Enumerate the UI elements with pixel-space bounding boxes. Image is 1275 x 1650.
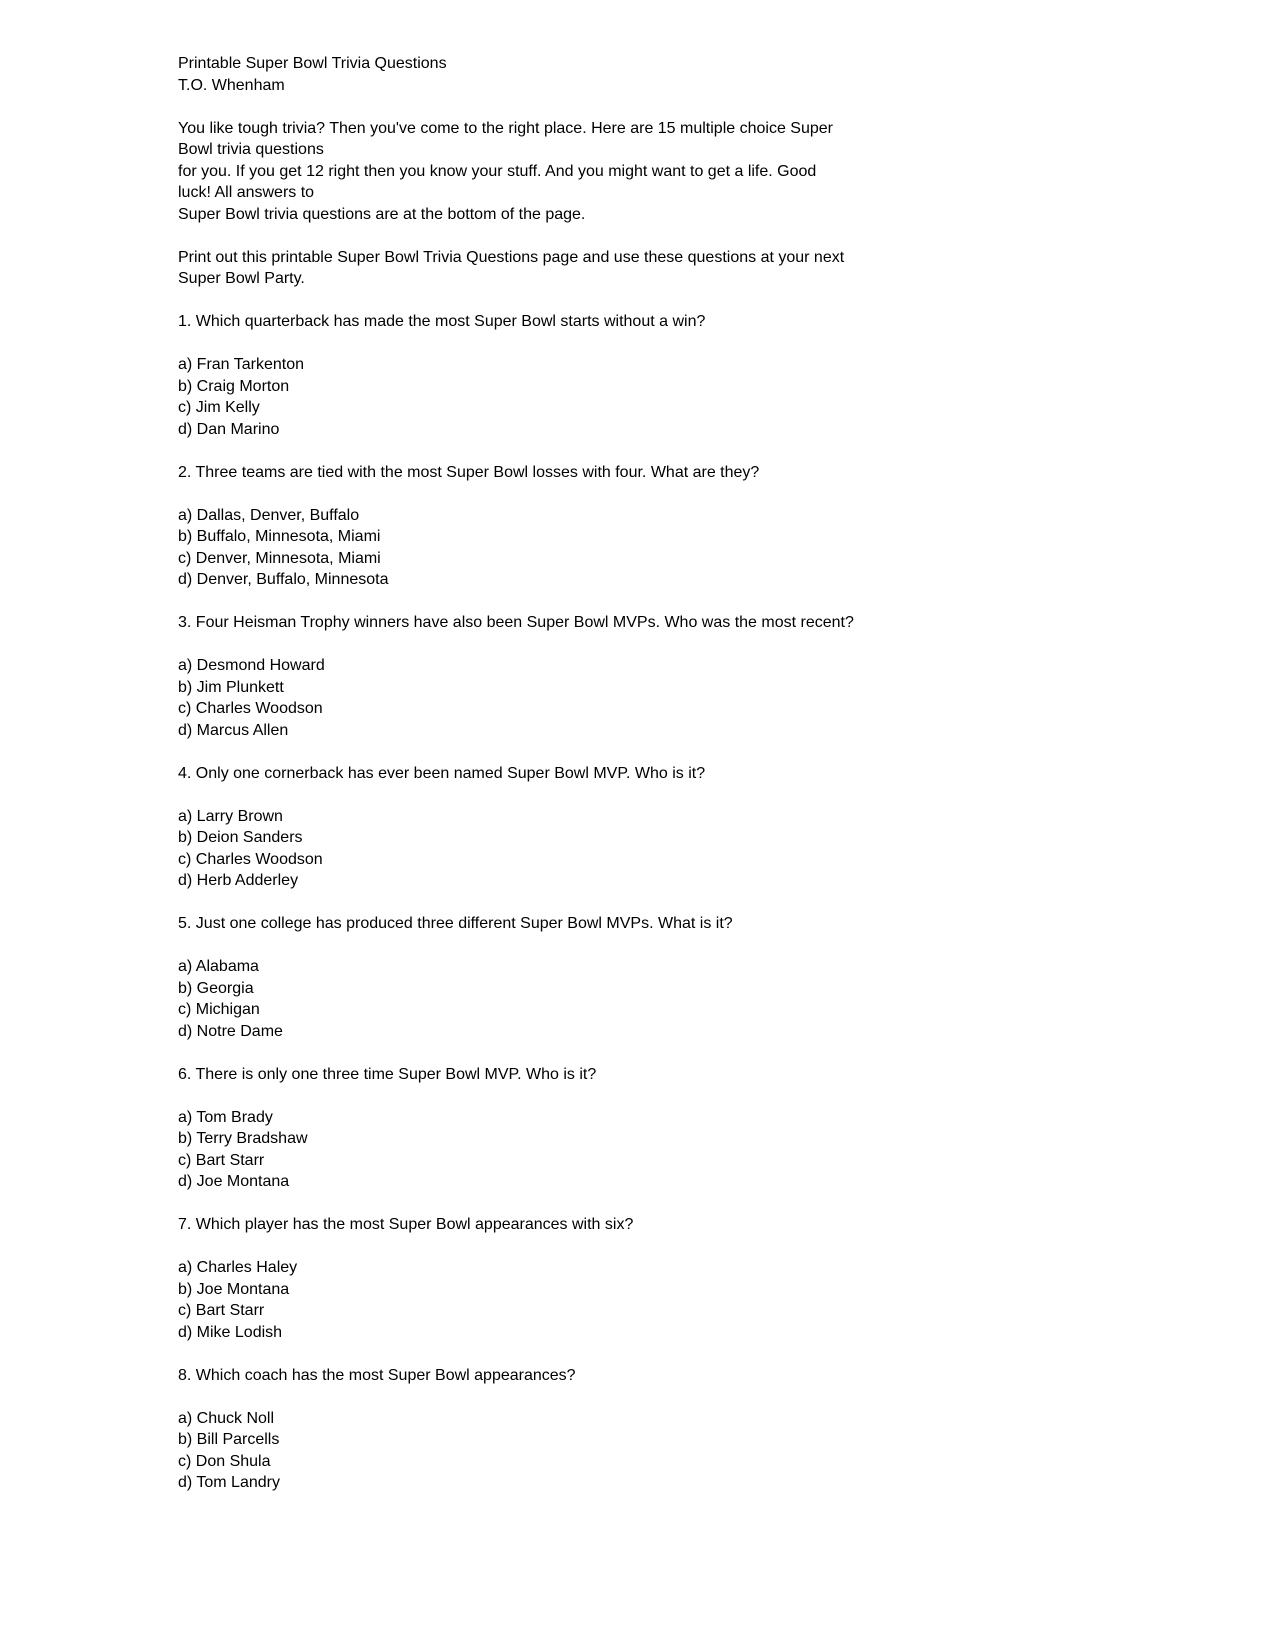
choice-line: d) Dan Marino: [178, 420, 280, 438]
question-text: 3. Four Heisman Trophy winners have also been Super Bowl MVPs. Who was the most recent?: [178, 614, 854, 631]
question-text: 6. There is only one three time Super Bowl MVP. Who is it?: [178, 1065, 597, 1083]
choice-line: b) Joe Montana: [178, 1280, 290, 1298]
intro-paragraph: [178, 118, 1215, 226]
choice-line: c) Jim Kelly: [178, 399, 260, 416]
choice-line: c) Denver, Minnesota, Miami: [178, 549, 381, 567]
choice-line: b) Georgia: [178, 979, 254, 997]
intro-line: Bowl trivia questions: [178, 141, 324, 158]
choice-line: c) Bart Starr: [178, 1302, 265, 1319]
question-block: [178, 462, 1215, 591]
choice-line: b) Deion Sanders: [178, 829, 303, 846]
document-header: [178, 53, 1215, 96]
choice-line: a) Alabama: [178, 958, 259, 975]
choice-line: a) Fran Tarkenton: [178, 356, 304, 373]
choice-line: b) Terry Bradshaw: [178, 1130, 308, 1147]
intro-line: Super Bowl trivia questions are at the bottom of the page.: [178, 205, 586, 223]
choice-line: b) Bill Parcells: [178, 1431, 280, 1448]
question-text: 7. Which player has the most Super Bowl appearances with six?: [178, 1216, 634, 1233]
question-block: [178, 311, 1215, 440]
question-block: [178, 1365, 1215, 1494]
question-text: 4. Only one cornerback has ever been named Super Bowl MVP. Who is it?: [178, 764, 706, 782]
choice-line: a) Desmond Howard: [178, 657, 325, 674]
question-text: 1. Which quarterback has made the most Super Bowl starts without a win?: [178, 313, 706, 330]
choice-line: a) Larry Brown: [178, 807, 283, 825]
question-block: [178, 763, 1215, 892]
choice-line: a) Dallas, Denver, Buffalo: [178, 506, 360, 524]
choice-line: c) Charles Woodson: [178, 850, 323, 868]
choice-line: d) Mike Lodish: [178, 1323, 283, 1341]
print-note-paragraph: [178, 247, 1215, 290]
choice-line: d) Notre Dame: [178, 1022, 283, 1040]
choice-line: c) Don Shula: [178, 1452, 271, 1470]
choice-line: a) Chuck Noll: [178, 1409, 275, 1427]
choice-line: b) Craig Morton: [178, 377, 290, 395]
choice-line: c) Charles Woodson: [178, 700, 323, 717]
question-block: [178, 1214, 1215, 1343]
question-text: 2. Three teams are tied with the most Super Bowl losses with four. What are they?: [178, 463, 760, 481]
choice-line: c) Michigan: [178, 1001, 260, 1018]
choice-line: d) Joe Montana: [178, 1173, 290, 1190]
questions-list: [178, 311, 1215, 1494]
document-title: Printable Super Bowl Trivia Questions: [178, 55, 447, 72]
choice-line: d) Tom Landry: [178, 1474, 280, 1491]
print-note-line: Print out this printable Super Bowl Trivia Questions page and use these questions at your next: [178, 248, 845, 266]
question-block: [178, 913, 1215, 1042]
intro-line: for you. If you get 12 right then you know your stuff. And you might want to get a life. Good: [178, 162, 817, 180]
print-note-line: Super Bowl Party.: [178, 270, 305, 287]
choice-line: d) Herb Adderley: [178, 872, 299, 889]
intro-line: luck! All answers to: [178, 184, 315, 201]
question-text: 5. Just one college has produced three different Super Bowl MVPs. What is it?: [178, 915, 733, 932]
choice-line: d) Denver, Buffalo, Minnesota: [178, 571, 389, 588]
question-block: [178, 1064, 1215, 1193]
choice-line: a) Tom Brady: [178, 1108, 273, 1126]
document-author: T.O. Whenham: [178, 76, 285, 94]
question-block: [178, 612, 1215, 741]
choice-line: d) Marcus Allen: [178, 721, 289, 739]
choice-line: a) Charles Haley: [178, 1259, 298, 1276]
choice-line: b) Jim Plunkett: [178, 678, 284, 696]
choice-line: b) Buffalo, Minnesota, Miami: [178, 528, 381, 545]
question-text: 8. Which coach has the most Super Bowl appearances?: [178, 1366, 576, 1384]
choice-line: c) Bart Starr: [178, 1151, 265, 1169]
intro-line: You like tough trivia? Then you've come to the right place. Here are 15 multiple choice Super: [178, 119, 833, 137]
